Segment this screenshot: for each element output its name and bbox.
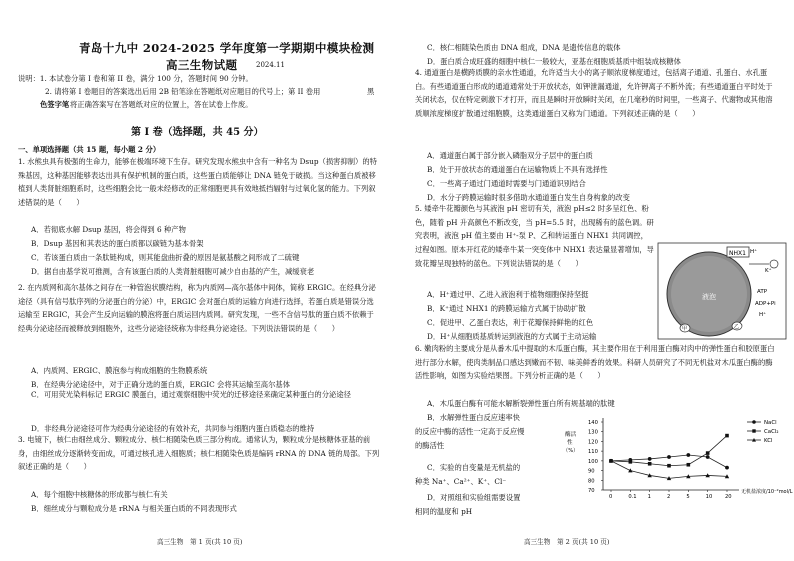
option-5b: B．K⁺通过 NHX1 的跨膜运输方式属于协助扩散	[427, 304, 586, 313]
question-4-stem: 4. 通道蛋白是横跨质膜的亲水性通道，允许适当大小的离子顺浓度梯度通过，包括离子通道、孔蛋白、水孔蛋白。有些通道蛋白形成的通道通常处于开放状态，如钾泄漏通道，允许钾离子不断外流；有些通道蛋白平时处于关闭状态，仅在特定刺激下才打开，而且是瞬时开放瞬时关闭，在几毫秒的时间里，一些离子、代谢物或其他溶质顺浓度梯度扩散通过细胞膜，这类通道蛋白又称为门通道。下列叙述正确的是（ ）	[415, 68, 773, 119]
data-point	[687, 463, 691, 467]
option-2b: B．在经典分泌途径中，对于正确分选的蛋白质，ERGIC 会将其运输至高尔基体	[31, 380, 290, 389]
instruction-line: 将正确答案写在答题纸对应的位置上，答在试卷上作废。	[70, 100, 253, 109]
x-tick-label: 1	[647, 494, 651, 500]
x-tick-label: 10	[705, 494, 713, 500]
page-2	[397, 0, 794, 561]
option-6d-line: 相同的温度和 pH	[415, 507, 473, 516]
instruction-line: 2. 请将第 I 卷题目的答案选出后用 2B 铅笔涂在答题纸对应题目的代号上；第 II 卷用	[45, 87, 321, 96]
data-point	[706, 455, 710, 459]
legend-marker	[752, 420, 756, 424]
h-ion-label: H⁺	[750, 249, 758, 255]
option-5a: A．H⁺通过甲、乙进入液泡利于植物细胞保持坚挺	[427, 290, 589, 299]
option-6c-line: C．实验的自变量是无机盐的	[427, 463, 521, 472]
k-ion-label: K⁺	[765, 268, 772, 274]
x-tick-label: 5	[686, 494, 690, 500]
x-tick-label: 20	[725, 494, 732, 500]
option-3a: A．每个细胞中核糖体的形成都与核仁有关	[31, 490, 168, 499]
enzyme-activity-chart	[563, 410, 793, 510]
option-6a: A．木瓜蛋白酶有可能水解断裂弹性蛋白所有规基端的肽键	[427, 399, 615, 408]
y-tick-label: 90	[588, 468, 595, 475]
series-line	[611, 461, 727, 478]
option-4a: A．通道蛋白属于部分嵌入磷脂双分子层中的蛋白质	[427, 151, 593, 160]
option-2c: C．可用荧光染料标记 ERGIC 膜蛋白，通过观察细胞中荧光的迁移途径来确定某种蛋白的分泌途径	[31, 390, 351, 399]
option-6b-line: 的酶活性	[415, 441, 445, 450]
instruction-line: 说明：1. 本试卷分第 I 卷和第 II 卷，满分 100 分，答题时间 90 分钟。	[18, 74, 253, 83]
x-tick-label: 2	[667, 494, 671, 500]
x-tick-label: 0	[609, 494, 613, 500]
exam-date: 2024.11	[256, 61, 285, 69]
question-1-stem: 1. 水熊虫具有极强的生命力，能够在极端环境下生存。研究发现水熊虫中含有一种名为 Dsup（损害抑制）的特殊基因，这种基因能够表达出具有保护机制的蛋白质，这些蛋白质能够让 DNA 链免于破损。当这种蛋白质被移植到人类肾脏细胞系时，这些细胞会比一般未经修改的正常细胞更具有效地抵挡辐射与过氧化氢的能力。下列叙述错误的是（ ）	[18, 157, 377, 208]
x-axis-label: 无机盐浓度/10⁻²mol/L	[741, 489, 793, 495]
data-point	[686, 453, 690, 457]
option-3c: C．核仁相随染色质由 DNA 组成，DNA 是遗传信息的载体	[427, 43, 621, 52]
data-point	[628, 468, 632, 472]
option-4c: C．一些离子通过门通道时需要与门通道识别结合	[427, 179, 586, 188]
y-tick-label: 140	[588, 420, 598, 426]
part-title: 一、单项选择题（共 15 题，每小题 2 分）	[18, 145, 161, 154]
option-5d: D．H⁺从细胞质基质转运到液泡的方式属于主动运输	[427, 332, 597, 341]
exam-title: 青岛十九中 2024-2025 学年度第一学期期中模块检测	[79, 41, 375, 55]
page-footer: 高三生物 第 2 页(共 10 页)	[524, 538, 610, 546]
data-point	[629, 460, 633, 464]
legend-marker	[752, 429, 755, 432]
question-6-stem: 6. 嫩肉粉的主要成分是从番木瓜中提取的木瓜蛋白酶，其主要作用在于利用蛋白酶对肉中的弹性蛋白和胶原蛋白进行部分水解，使肉类制品口感达到嫩而不韧、味美鲜香的效果。科研人员研究了不同无机盐对木瓜蛋白酶的酶活性影响，如图为实验结果图。下列分析正确的是（ ）	[415, 344, 775, 381]
nhx1-label: NHX1	[729, 250, 746, 257]
vacuole-label: 液泡	[702, 293, 716, 301]
option-6c-line: 种类 Na⁺、Ca²⁺、K⁺、Cl⁻	[415, 477, 507, 486]
data-point	[667, 455, 671, 459]
legend-label: NaCl	[764, 420, 777, 426]
option-2d: D．非经典分泌途径可作为经典分泌途径的有效补充，共同参与细胞内蛋白质稳态的维持	[31, 424, 315, 433]
atp-label: ATP	[757, 289, 768, 295]
data-point	[725, 466, 729, 470]
section-title: 第 I 卷（选择题，共 45 分）	[131, 127, 264, 138]
question-2-stem: 2. 在内质网和高尔基体之间存在一种管泡状膜结构，称为内质网—高尔基体中间体，简称 ERGIC。在经典分泌途径（具有信号肽序列的分泌蛋白的分泌）中，ERGIC 会对蛋白质的运输方向进行选择，若蛋白质是错误分选运输至 ERGIC，其会产生反向运输的膜泡将蛋白质运回内质网。研究发现，一些不含信号肽的蛋白质不依赖于经典分泌途径而被释放到细胞外，这些分泌途径统称为非经典分泌途径。下列说法错误的是（ ）	[18, 283, 376, 334]
option-4b: B．处于开放状态的通道蛋白在运输物质上不具有选择性	[427, 165, 608, 174]
option-1d: D．据自由基学说可推测，含有该蛋白质的人类肾脏细胞可减少自由基的产生，减缓衰老	[31, 267, 315, 276]
question-3-stem: 3. 电镜下，核仁由细丝成分、颗粒成分、核仁相随染色质三部分构成。通常认为，颗粒成分是核糖体亚基的前身，由细丝成分逐渐转变而成，可通过核孔进入细胞质；核仁相随染色质是编码 rRNA 的 DNA 链的局部。下列叙述正确的是（ ）	[18, 435, 380, 472]
option-1c: C．若该蛋白质由一条肽链构成，则其能盘曲折叠的原因是氨基酸之间形成了二硫键	[31, 253, 300, 262]
yi-label: 乙	[734, 324, 740, 330]
adp-label: ADP+Pi	[755, 301, 776, 307]
data-point	[706, 451, 710, 455]
option-5c: C．促进甲、乙蛋白表达，利于花瓣保持鲜艳的红色	[427, 318, 594, 327]
vacuole-diagram	[657, 242, 787, 340]
option-2a: A．内质网、ERGIC、膜泡参与构成细胞的生物膜系统	[31, 366, 208, 375]
series-line	[611, 436, 727, 466]
y-tick-label: 100	[588, 458, 598, 465]
question-5-stem: 5. 矮牵牛花瓣颜色与其液泡 pH 密切有关，液泡 pH≤2 时多呈红色、粉色，随着 pH 升高颜色不断改变，当 pH=5.5 时，出现稀有的蓝色调。研究表明，液泡 pH 值主要由 H⁺-泵 P、乙和转运蛋白 NHX1 共同调控，过程如图。原本开红花的矮牵牛某一突变体中 NHX1 表达量显著增加，导致花瓣呈现独特的蓝色。下列说法错误的是（ ）	[415, 204, 654, 268]
y-tick-label: 110	[588, 449, 598, 456]
y-axis-label: （%）	[563, 448, 579, 454]
y-tick-label: 70	[588, 488, 595, 494]
option-6b-line: B．水解弹性蛋白反应速率快	[427, 413, 520, 422]
option-6d-line: D．对照组和实验组需要设置	[427, 493, 521, 502]
legend-label: CaCl₂	[764, 429, 779, 435]
y-axis-label: 性	[567, 440, 573, 446]
option-1a: A．若彻底水解 Dsup 基因，将会得到 6 种产物	[31, 225, 186, 234]
instruction-bold: 黑	[367, 87, 375, 96]
page-footer: 高三生物 第 1 页(共 10 页)	[157, 538, 243, 546]
option-3b: B．细丝成分与颗粒成分是 rRNA 与相关蛋白质的不同表现形式	[31, 504, 237, 513]
option-6b-line: 的反应中酶的活性一定高于反应慢	[415, 427, 525, 436]
data-point	[667, 464, 671, 468]
instruction-bold: 色签字笔	[40, 100, 70, 109]
legend-label: KCl	[764, 438, 773, 444]
jia-label: 甲	[682, 326, 688, 332]
y-tick-label: 80	[588, 478, 595, 485]
y-tick-label: 130	[588, 429, 598, 436]
y-tick-label: 120	[588, 439, 598, 446]
option-3d: D．蛋白质合成旺盛的细胞中核仁一般较大，亚基在细胞质基质中组装成核糖体	[427, 57, 681, 66]
exam-subtitle: 高三生物试题	[166, 58, 238, 72]
data-point	[648, 457, 652, 461]
data-point	[648, 462, 652, 466]
option-1b: B．Dsup 基因和其表达的蛋白质都以碳链为基本骨架	[31, 239, 204, 248]
y-axis-label: 酶活	[565, 432, 577, 438]
x-tick-label: 0.1	[628, 494, 637, 500]
data-point	[725, 434, 729, 438]
h-ion-label: H⁺	[759, 312, 767, 318]
option-4d: D．水分子跨膜运输时很多借助水通道蛋白发生自身构象的改变	[427, 193, 630, 202]
